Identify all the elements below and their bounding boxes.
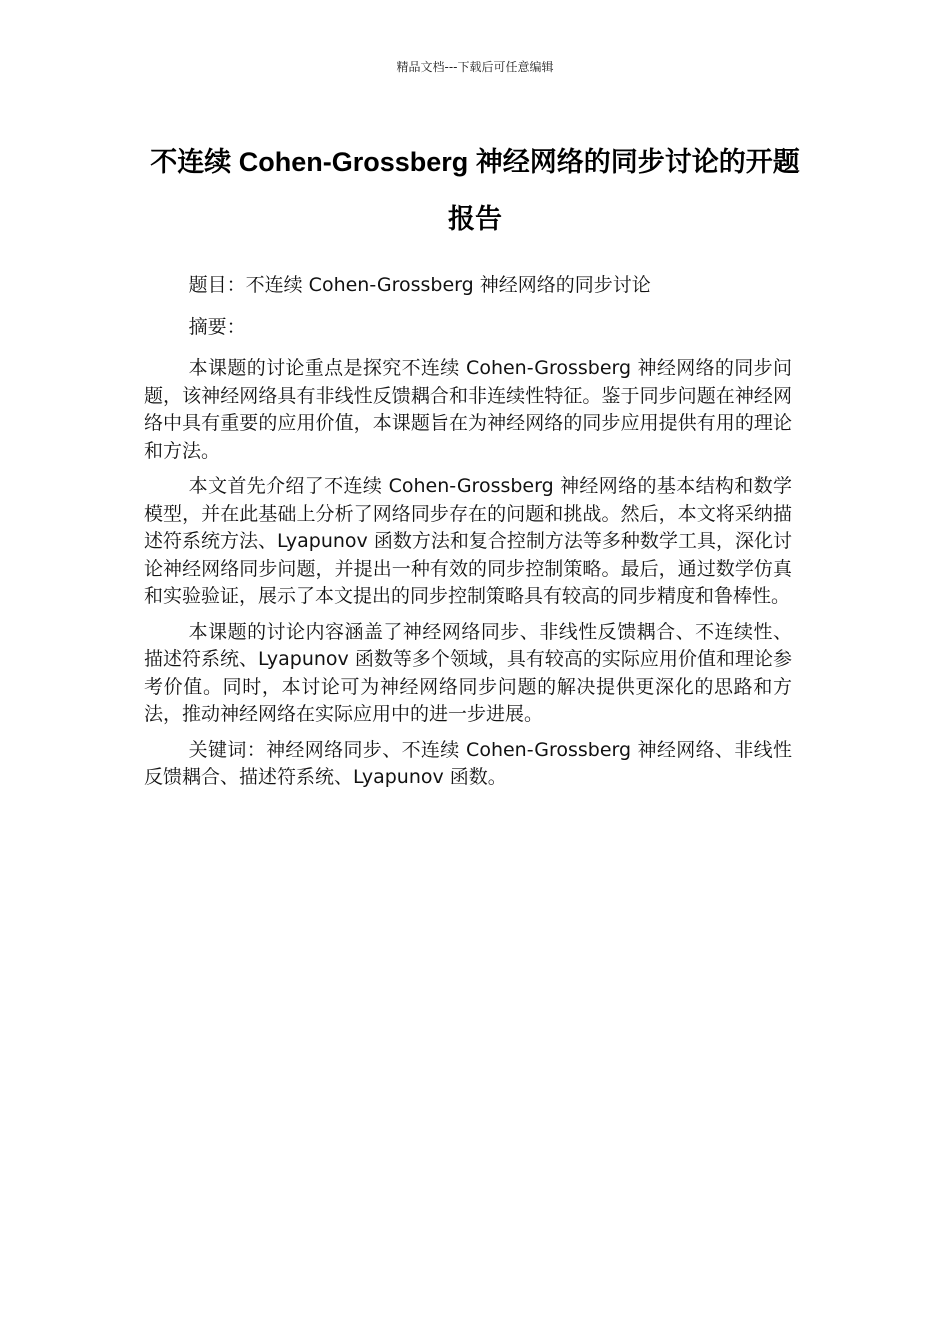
topic-line: 题目：不连续 Cohen-Grossberg 神经网络的同步讨论 xyxy=(188,274,651,296)
document-title: 不连续 Cohen-Grossberg 神经网络的同步讨论的开题报告 xyxy=(150,147,800,234)
abstract-paragraph-2: 本文首先介绍了不连续 Cohen-Grossberg 神经网络的基本结构和数学模型，并在此基础上分析了网络同步存在的问题和挑战。然后，本文将采纳描述符系统方法、Lyapunov 函数方法和复合控制方法等多种数学工具，深化讨论神经网络同步问题，并提出一种有效的同步控制策略。最后，通过数学仿真和实验验证，展示了本文提出的同步控制策略具有较高的同步精度和鲁棒性。 xyxy=(144,475,792,607)
header-note: 精品文档---下载后可任意编辑 xyxy=(396,60,554,74)
abstract-paragraph-1: 本课题的讨论重点是探究不连续 Cohen-Grossberg 神经网络的同步问题，该神经网络具有非线性反馈耦合和非连续性特征。鉴于同步问题在神经网络中具有重要的应用价值，本课题旨在为神经网络的同步应用提供有用的理论和方法。 xyxy=(144,357,792,462)
abstract-paragraph-3: 本课题的讨论内容涵盖了神经网络同步、非线性反馈耦合、不连续性、描述符系统、Lyapunov 函数等多个领域，具有较高的实际应用价值和理论参考价值。同时，本讨论可为神经网络同步问题的解决提供更深化的思路和方法，推动神经网络在实际应用中的进一步进展。 xyxy=(144,620,792,725)
document-body xyxy=(144,272,792,800)
abstract-label: 摘要： xyxy=(188,315,246,338)
keywords-line: 关键词：神经网络同步、不连续 Cohen-Grossberg 神经网络、非线性反馈耦合、描述符系统、Lyapunov 函数。 xyxy=(144,738,792,788)
